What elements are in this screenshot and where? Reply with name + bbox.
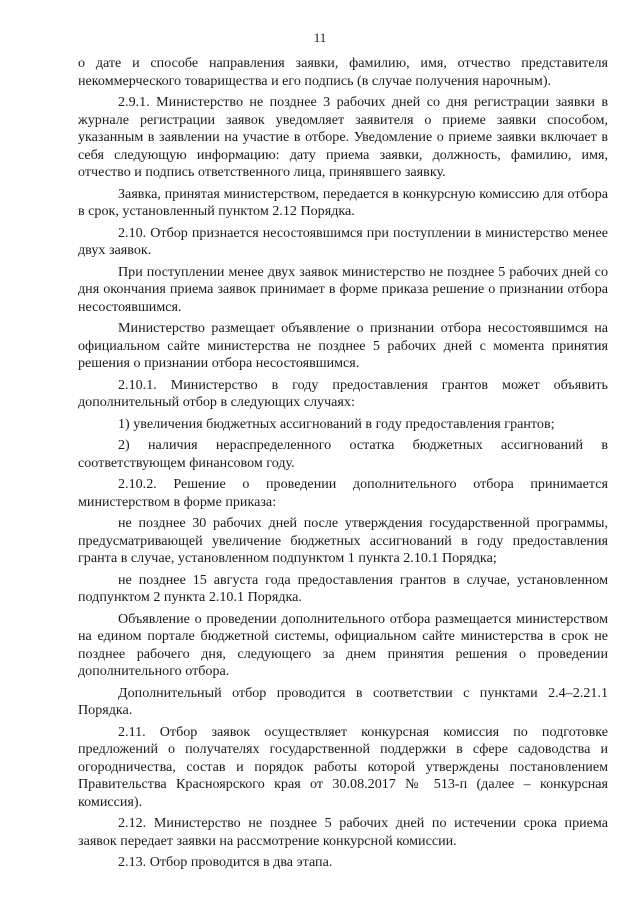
paragraph: 2.13. Отбор проводится в два этапа.	[118, 854, 333, 870]
paragraph: 2.10.1. Министерство в году предоставления грантов может объявить дополнительный отбор в следующих случаях:	[78, 376, 608, 410]
paragraph: При поступлении менее двух заявок министерство не позднее 5 рабочих дней со дня окончания приема заявок принимает в форме приказа решение о признании отбора несостоявшимся.	[78, 263, 608, 315]
page-number: 11	[313, 30, 327, 45]
paragraph: 2.11. Отбор заявок осуществляет конкурсная комиссия по подготовке предложений о получателях государственной поддержки в сфере садоводства и огородничества, состав и порядок работы которой утверждены постановлением Правительства Красноярского края от 30.08.2017 № 513-п (далее – конкурсная комиссия).	[78, 723, 608, 810]
paragraph: 2.10.2. Решение о проведении дополнительного отбора принимается министерством в форме приказа:	[78, 476, 608, 510]
paragraph: 2.9.1. Министерство не позднее 3 рабочих дней со дня регистрации заявки в журнале регистрации заявок уведомляет заявителя о приеме заявки способом, указанным в заявлении на участие в отборе. Уведомление о приеме заявки включает в себя следующую информацию: дату приема заявки, должность, фамилию, имя, отчество и подпись ответственного лица, принявшего заявку.	[78, 94, 608, 180]
paragraph: 2.10. Отбор признается несостоявшимся при поступлении в министерство менее двух заявок.	[78, 224, 608, 258]
paragraph: о дате и способе направления заявки, фамилию, имя, отчество представителя некоммерческого товарищества и его подпись (в случае получения нарочным).	[78, 55, 608, 89]
paragraph: 1) увеличения бюджетных ассигнований в году предоставления грантов;	[118, 415, 555, 432]
paragraph: Заявка, принятая министерством, передается в конкурсную комиссию для отбора в срок, установленный пунктом 2.12 Порядка.	[78, 185, 608, 219]
paragraph: Дополнительный отбор проводится в соответствии с пунктами 2.4–2.21.1 Порядка.	[78, 684, 608, 718]
paragraph: Объявление о проведении дополнительного отбора размещается министерством на едином портале бюджетной системы, официальном сайте министерства в срок не позднее рабочего дня, следующего за днем принятия решения о проведении дополнительного отбора.	[78, 610, 608, 679]
paragraph: Министерство размещает объявление о признании отбора несостоявшимся на официальном сайте министерства не позднее 5 рабочих дней с момента принятия решения о признании отбора несостоявшимся.	[78, 320, 608, 371]
document-body	[78, 55, 608, 876]
paragraph: не позднее 30 рабочих дней после утверждения государственной программы, предусматривающей увеличение бюджетных ассигнований в году предоставления гранта в случае, установленном подпунктом 1 пункта 2.10.1 Порядка;	[78, 515, 608, 566]
paragraph: 2.12. Министерство не позднее 5 рабочих дней по истечении срока приема заявок передает заявки на рассмотрение конкурсной комиссии.	[78, 815, 608, 849]
paragraph: не позднее 15 августа года предоставления грантов в случае, установленном подпунктом 2 пункта 2.10.1 Порядка.	[78, 571, 608, 605]
paragraph: 2) наличия нераспределенного остатка бюджетных ассигнований в соответствующем финансовом году.	[78, 437, 608, 471]
